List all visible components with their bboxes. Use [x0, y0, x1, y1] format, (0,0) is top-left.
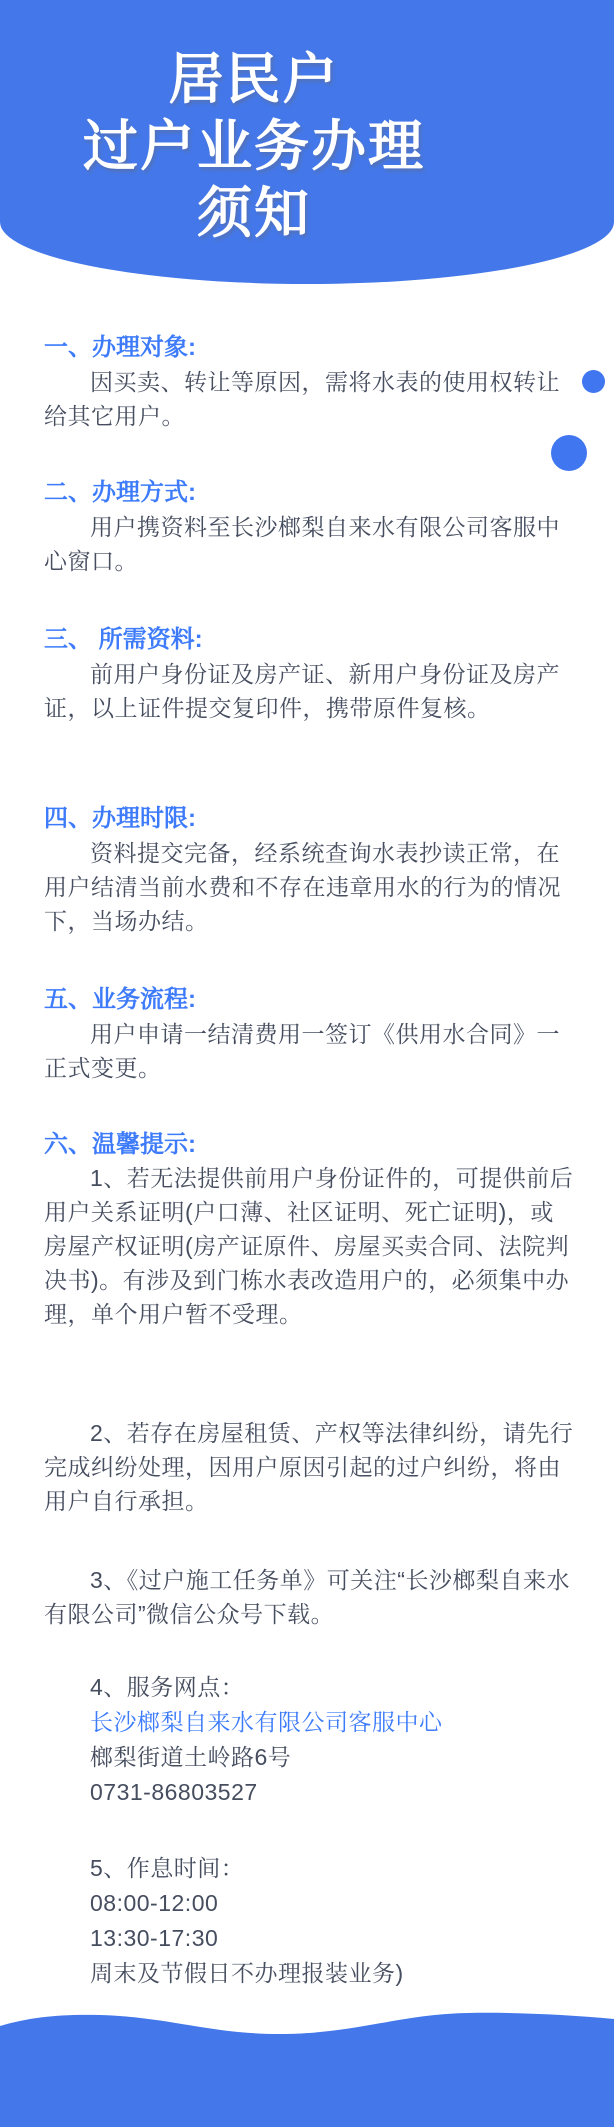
section-3-heading: 三、 所需资料:	[44, 626, 203, 653]
service-point-address: 榔梨街道土岭路6号	[90, 1744, 292, 1770]
section-processing-time	[44, 802, 576, 938]
hours-note: 周末及节假日不办理报装业务)	[90, 1960, 404, 1986]
decorative-dot-large	[551, 435, 587, 471]
section-2-heading: 二、办理方式:	[44, 479, 196, 506]
poster-title-line-3: 须知	[196, 182, 311, 244]
section-1-heading: 一、办理对象:	[44, 334, 196, 361]
hours-afternoon: 13:30-17:30	[90, 1925, 219, 1951]
service-point-phone: 0731-86803527	[90, 1779, 258, 1805]
section-handling-target	[44, 331, 576, 433]
section-required-documents	[44, 623, 576, 725]
hours-morning: 08:00-12:00	[90, 1890, 219, 1916]
section-handling-method	[44, 476, 576, 578]
section-6-heading: 六、温馨提示:	[44, 1131, 196, 1158]
decorative-dot-small	[582, 370, 605, 393]
poster-title-line-2: 过户业务办理	[82, 115, 425, 177]
section-business-process	[44, 983, 576, 1085]
poster-title-line-1: 居民户	[168, 48, 340, 110]
service-point-name: 长沙榔梨自来水有限公司客服中心	[90, 1709, 443, 1735]
tip-2: 2、若存在房屋租赁、产权等法律纠纷，请先行完成纠纷处理，因用户原因引起的过户纠纷，将由用户自行承担。	[44, 1420, 574, 1514]
header-banner	[0, 0, 614, 284]
section-tips	[44, 1128, 576, 1162]
tip-1: 1、若无法提供前用户身份证件的，可提供前后用户关系证明(户口薄、社区证明、死亡证明)，或房屋产权证明(房产证原件、房屋买卖合同、法院判决书)。有涉及到门栋水表改造用户的，必须集中办理，单个用户暂不受理。	[44, 1165, 574, 1327]
section-5-heading: 五、业务流程:	[44, 986, 196, 1013]
poster-title	[0, 46, 508, 247]
section-4-body: 资料提交完备，经系统查询水表抄读正常，在用户结清当前水费和不存在违章用水的行为的情况下，当场办结。	[44, 840, 561, 934]
section-2-body: 用户携资料至长沙榔梨自来水有限公司客服中心窗口。	[44, 514, 560, 574]
hours-label: 5、作息时间：	[90, 1855, 245, 1881]
section-3-body: 前用户身份证及房产证、新用户身份证及房产证，以上证件提交复印件，携带原件复核。	[44, 661, 560, 721]
tip-3: 3、《过户施工任务单》可关注“长沙榔梨自来水有限公司”微信公众号下载。	[44, 1567, 570, 1627]
section-1-body: 因买卖、转让等原因，需将水表的使用权转让给其它用户。	[44, 369, 560, 429]
tip-4-service-point	[44, 1670, 614, 1810]
tip-5-business-hours	[44, 1851, 614, 1991]
footer-wave	[0, 2011, 614, 2127]
section-4-heading: 四、办理时限:	[44, 805, 196, 832]
service-point-label: 4、服务网点：	[90, 1674, 245, 1700]
section-5-body: 用户申请一结清费用一签订《供用水合同》一正式变更。	[44, 1021, 560, 1081]
